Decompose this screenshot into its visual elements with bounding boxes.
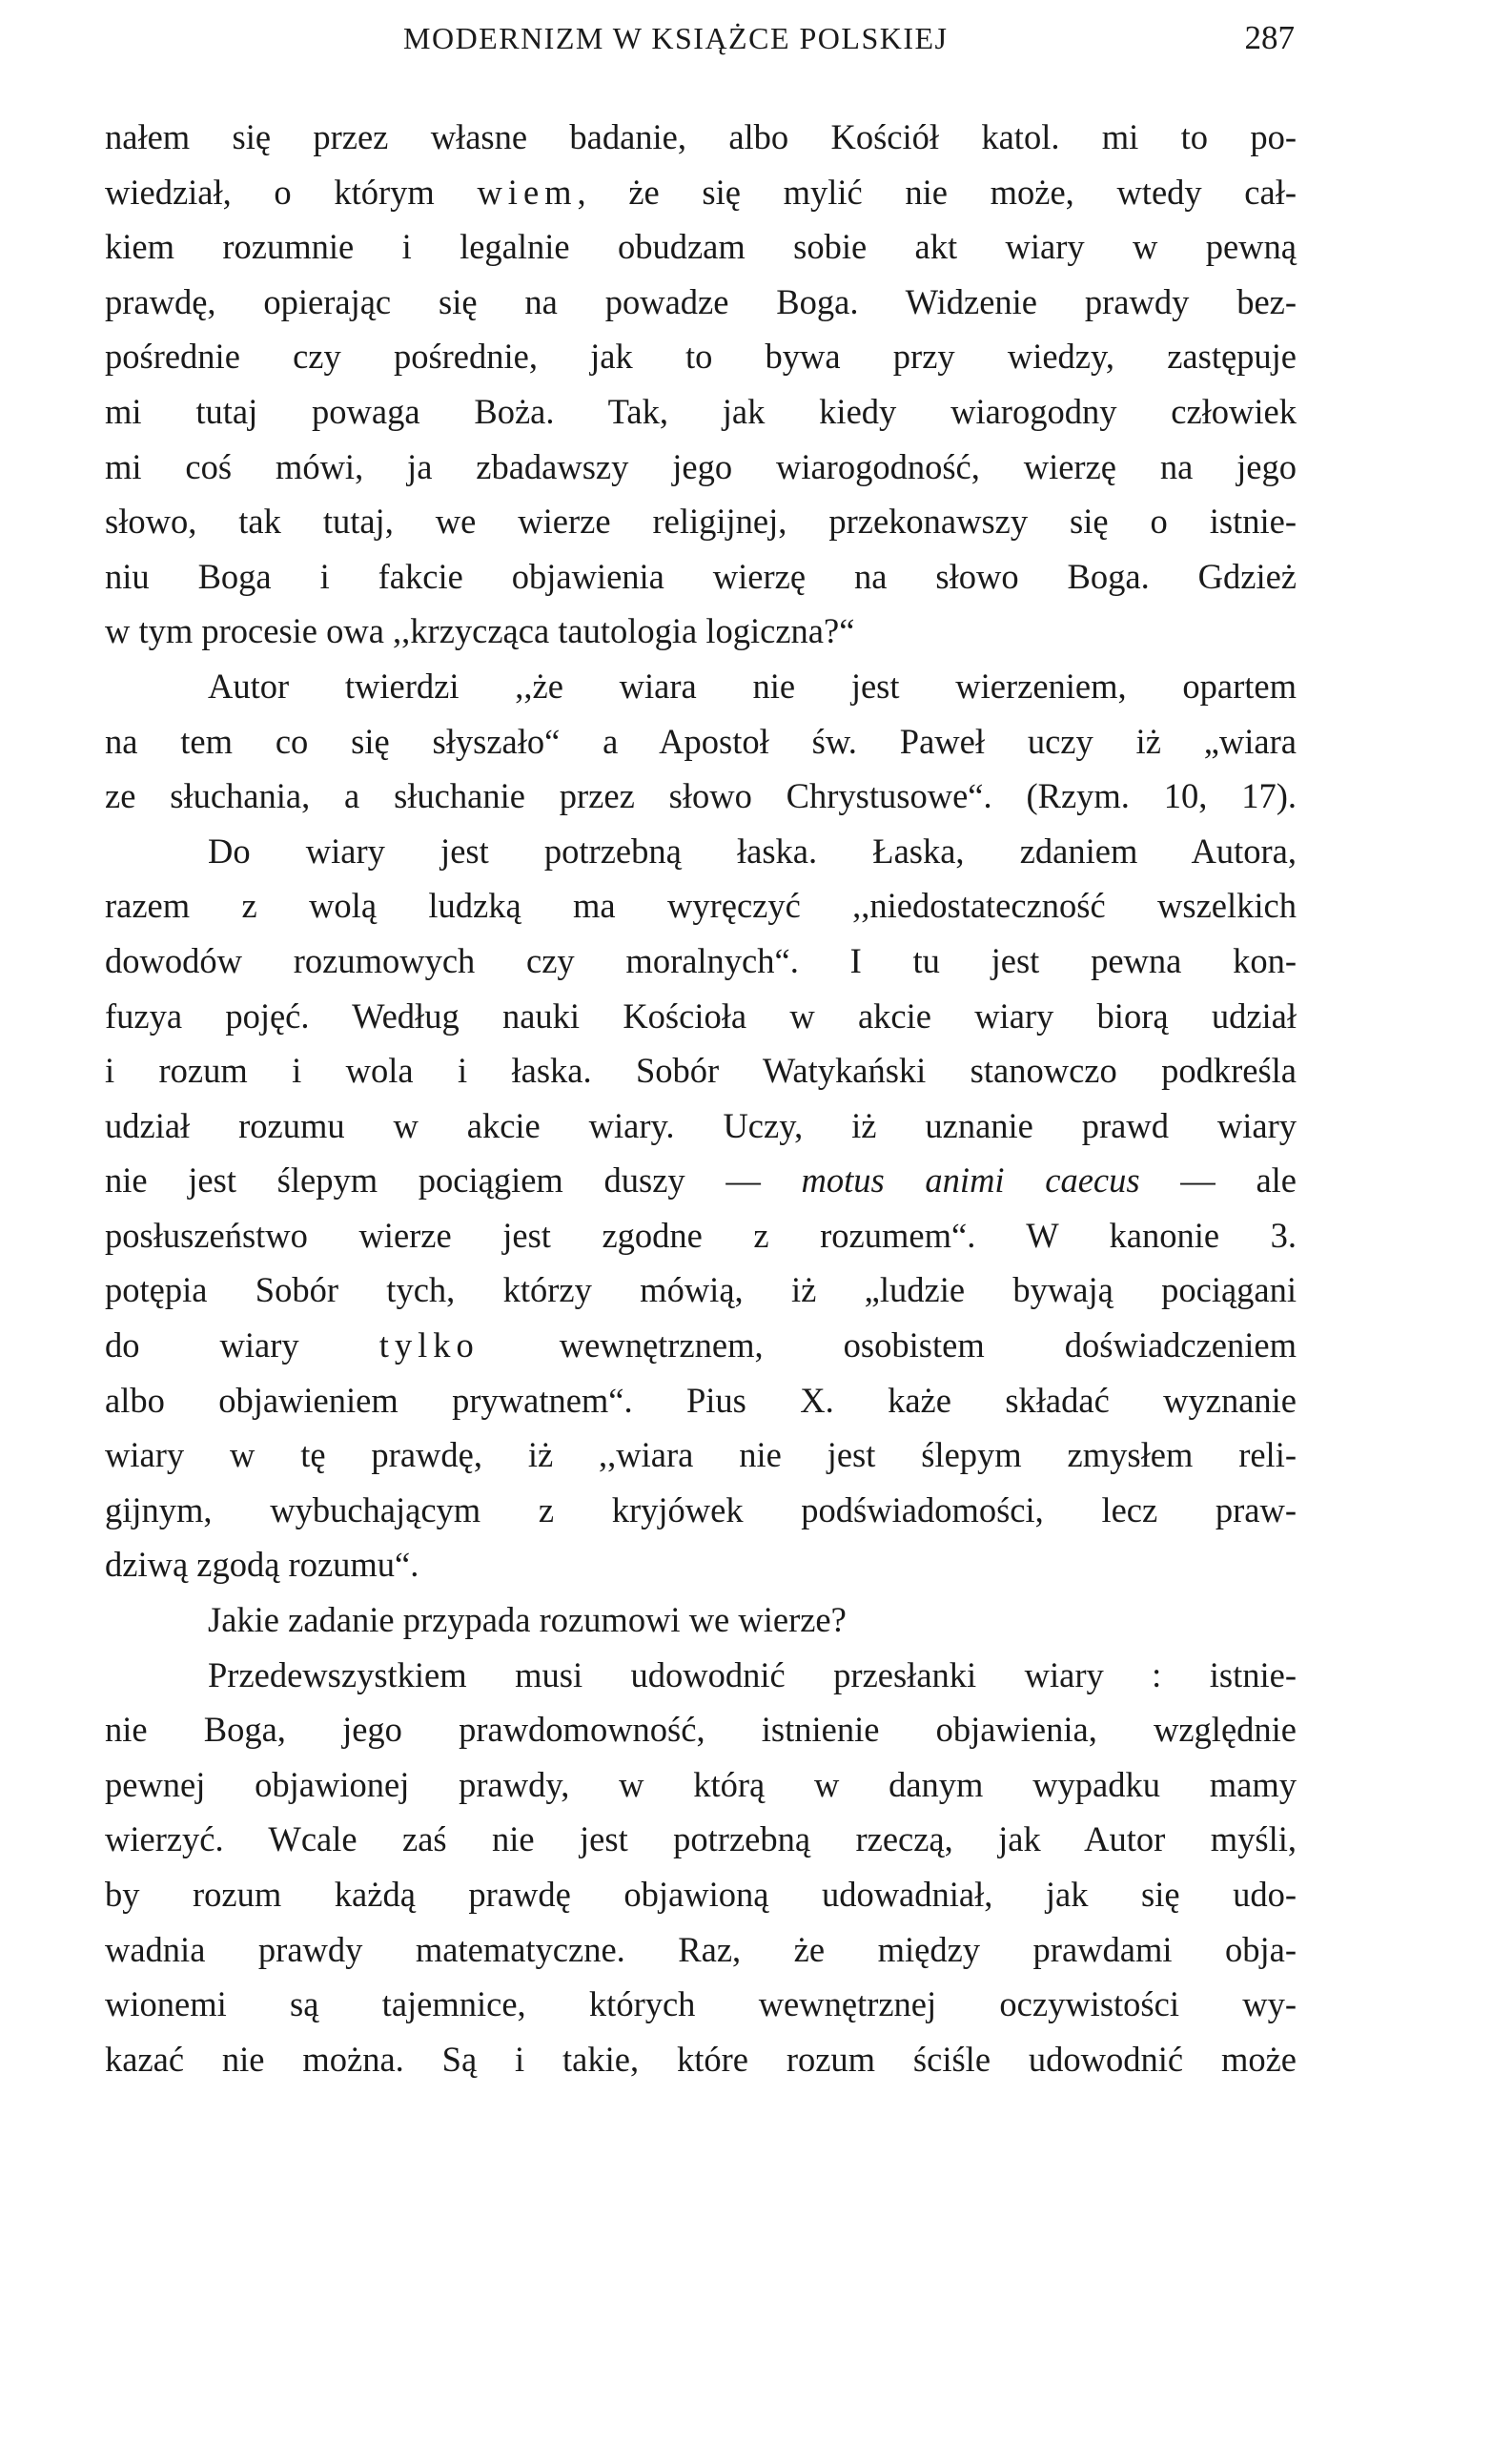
text-line: posłuszeństwo wierze jest zgodne z rozumem“. W kanonie 3. <box>105 1215 1297 1255</box>
text-line: wionemi są tajemnice, których wewnętrznej oczywistości wy- <box>105 1984 1297 2024</box>
text-line: by rozum każdą prawdę objawioną udowadniał, jak się udo- <box>105 1875 1297 1914</box>
text-line <box>105 165 1297 220</box>
text-line: Do wiary jest potrzebną łaska. Łaska, zdaniem Autora, <box>208 831 1297 871</box>
text-line: wierzyć. Wcale zaś nie jest potrzebną rzeczą, jak Autor myśli, <box>105 1819 1297 1859</box>
text-run: , że się mylić nie może, wtedy cał- <box>577 172 1297 212</box>
spaced-emphasis: wiem <box>477 172 578 212</box>
text-line: kazać nie można. Są i takie, które rozum ściśle udowodnić może <box>105 2039 1297 2079</box>
text-line: Autor twierdzi ,,że wiara nie jest wierzeniem, opartem <box>208 666 1297 706</box>
text-line: ze słuchania, a słuchanie przez słowo Chrystusowe“. (Rzym. 10, 17). <box>105 776 1297 816</box>
text-line: dziwą zgodą rozumu“. <box>105 1545 419 1585</box>
text-line: mi coś mówi, ja zbadawszy jego wiarogodność, wierzę na jego <box>105 446 1297 486</box>
text-line: Przedewszystkiem musi udowodnić przesłanki wiary : istnie- <box>208 1654 1297 1694</box>
text-line: dowodów rozumowych czy moralnych“. I tu jest pewna kon- <box>105 940 1297 980</box>
text-run: do wiary <box>105 1325 379 1365</box>
text-line: gijnym, wybuchającym z kryjówek podświadomości, lecz praw- <box>105 1489 1297 1529</box>
text-line <box>105 1318 1297 1373</box>
spaced-emphasis: tylko <box>378 1325 480 1365</box>
text-line: potępia Sobór tych, którzy mówią, iż „ludzie bywają pociągani <box>105 1270 1297 1310</box>
running-title: MODERNIZM W KSIĄŻCE POLSKIEJ <box>403 21 949 55</box>
running-head <box>103 10 1323 67</box>
text-line: kiem rozumnie i legalnie obudzam sobie akt wiary w pewną <box>105 227 1297 267</box>
text-line: albo objawieniem prywatnem“. Pius X. każe składać wyznanie <box>105 1380 1297 1420</box>
text-line: mi tutaj powaga Boża. Tak, jak kiedy wiarogodny człowiek <box>105 391 1297 431</box>
text-line: nie Boga, jego prawdomowność, istnienie objawienia, względnie <box>105 1710 1297 1750</box>
text-line: udział rozumu w akcie wiary. Uczy, iż uznanie prawd wiary <box>105 1105 1297 1145</box>
body-text <box>105 110 1297 2086</box>
text-line: fuzya pojęć. Według nauki Kościoła w akcie wiary biorą udział <box>105 996 1297 1036</box>
text-line <box>105 1153 1297 1208</box>
text-line: nałem się przez własne badanie, albo Kościół katol. mi to po- <box>105 117 1297 156</box>
text-line: niu Boga i fakcie objawienia wierzę na słowo Boga. Gdzież <box>105 556 1297 596</box>
text-line: prawdę, opierając się na powadze Boga. Widzenie prawdy bez- <box>105 281 1297 321</box>
text-line: w tym procesie owa ,,krzycząca tautologia logiczna?“ <box>105 611 855 651</box>
text-run: — ale <box>1139 1160 1297 1201</box>
text-line: pewnej objawionej prawdy, w którą w danym wypadku mamy <box>105 1764 1297 1804</box>
text-line: i rozum i wola i łaska. Sobór Watykański stanowczo podkreśla <box>105 1051 1297 1091</box>
text-line: Jakie zadanie przypada rozumowi we wierze? <box>208 1600 847 1640</box>
text-run: wiedział, o którym <box>105 172 478 212</box>
text-run: wewnętrznem, osobistem doświadczeniem <box>479 1325 1297 1365</box>
text-line: wadnia prawdy matematyczne. Raz, że między prawdami obja- <box>105 1929 1297 1969</box>
latin-phrase: motus animi caecus <box>801 1160 1140 1201</box>
text-line: pośrednie czy pośrednie, jak to bywa przy wiedzy, zastępuje <box>105 337 1297 377</box>
text-line: wiary w tę prawdę, iż ,,wiara nie jest ślepym zmysłem reli- <box>105 1435 1297 1475</box>
text-line: słowo, tak tutaj, we wierze religijnej, przekonawszy się o istnie- <box>105 502 1297 542</box>
text-line: razem z wolą ludzką ma wyręczyć ,,niedostateczność wszelkich <box>105 886 1297 926</box>
text-run: nie jest ślepym pociągiem duszy — <box>105 1160 802 1201</box>
text-line: na tem co się słyszało“ a Apostoł św. Paweł uczy iż „wiara <box>105 721 1297 761</box>
page-number: 287 <box>1244 19 1295 56</box>
